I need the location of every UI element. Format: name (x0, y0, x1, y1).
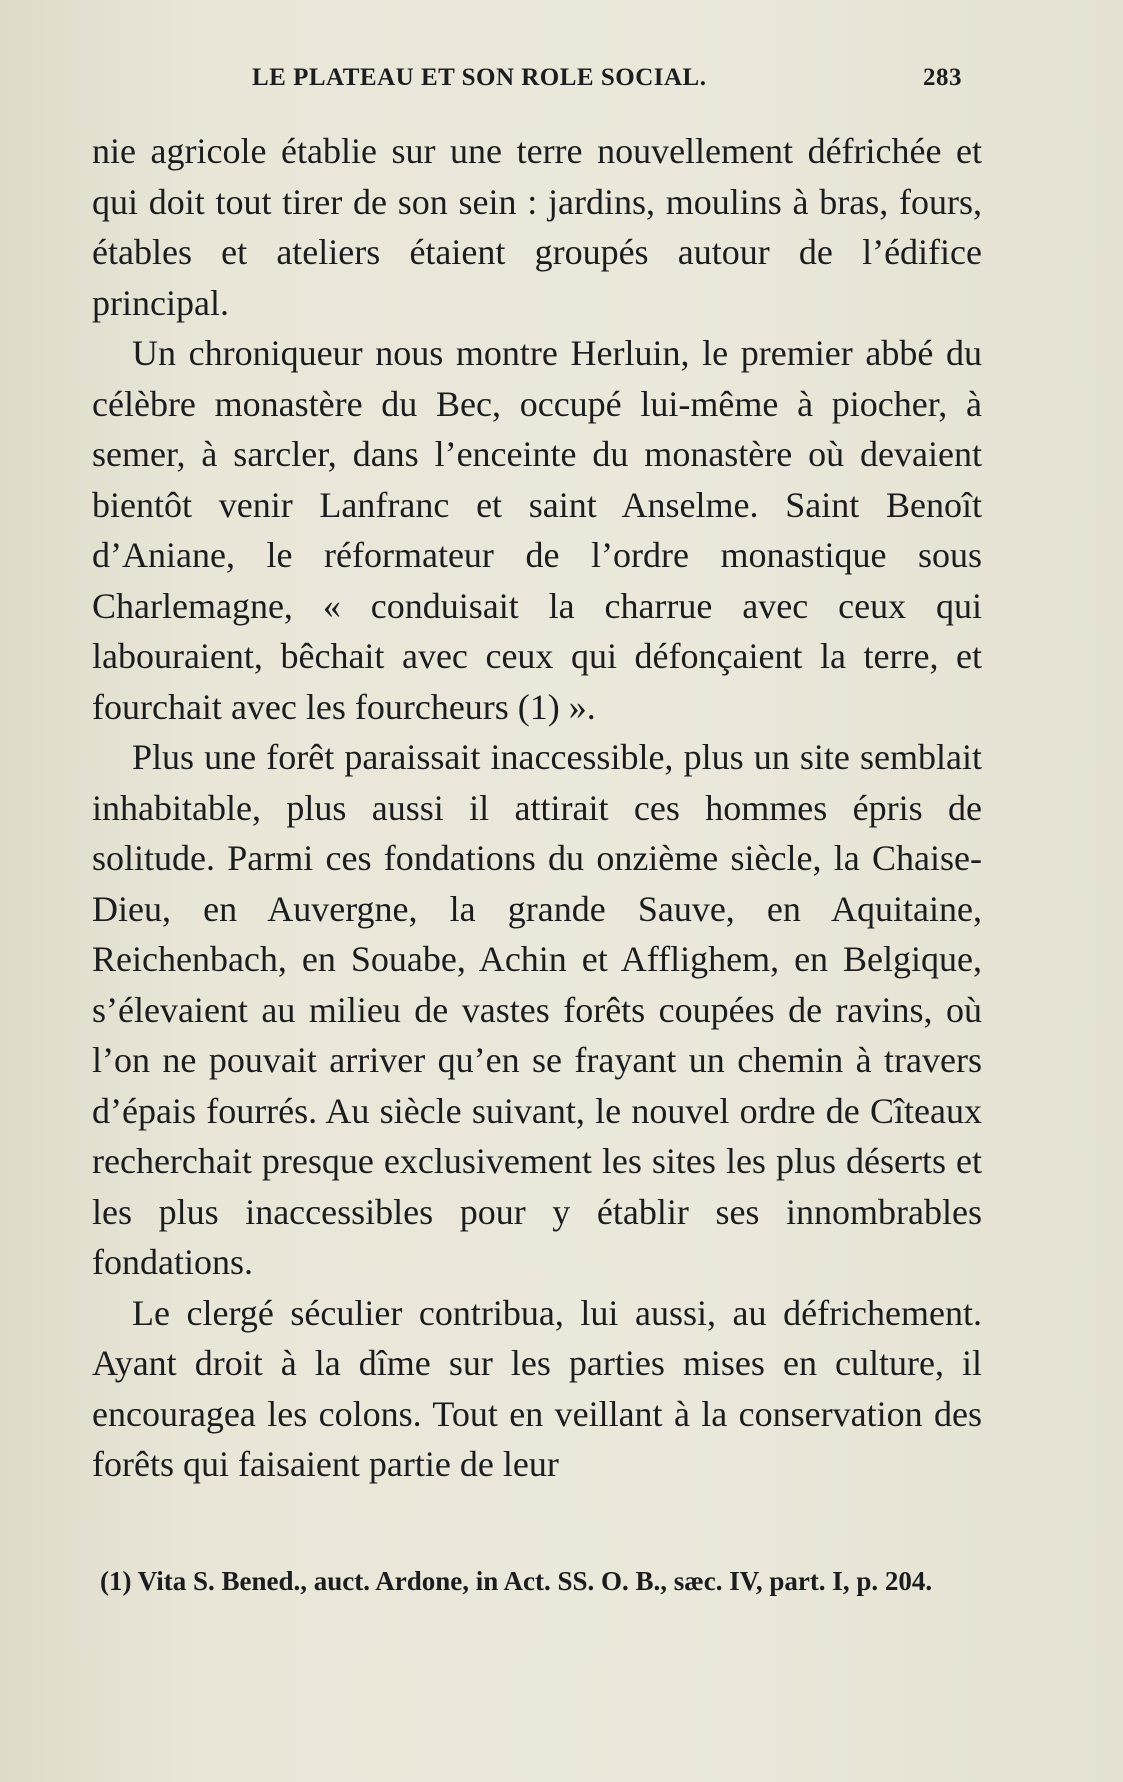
paragraph-1: nie agricole établie sur une terre nouvellement défrichée et qui doit tout tirer de son sein : jardins, moulins à bras, fours, étables et ateliers étaient groupés autour de l’édifice principal. (92, 131, 982, 323)
paragraph-4: Le clergé séculier contribua, lui aussi, au défrichement. Ayant droit à la dîme sur les parties mises en culture, il encouragea les colons. Tout en veillant à la conservation des forêts qui faisaient partie de leur (92, 1292, 982, 1484)
paragraph-3: Plus une forêt paraissait inaccessible, plus un site semblait inhabitable, plus aussi il attirait ces hommes épris de solitude. Parmi ces fondations du onzième siècle, la Chaise-Dieu, en Auvergne, la grande Sauve, en Aquitaine, Reichenbach, en Souabe, Achin et Afflighem, en Belgique, s’élevaient au milieu de vastes forêts coupées de ravins, où l’on ne pouvait arriver qu’en se frayant un chemin à travers d’épais fourrés. Au siècle suivant, le nouvel ordre de Cîteaux recherchait presque exclusivement les sites les plus déserts et les plus inaccessibles pour y établir ses innombrables fondations. (92, 737, 982, 1282)
page-header (92, 58, 962, 98)
page-number: 283 (923, 64, 962, 91)
footnote: (1) Vita S. Bened., auct. Ardone, in Act. SS. O. B., sæc. IV, part. I, p. 204. (100, 1566, 933, 1596)
body-text (92, 126, 982, 1490)
paragraph-2: Un chroniqueur nous montre Herluin, le premier abbé du célèbre monastère du Bec, occupé lui-même à piocher, à semer, à sarcler, dans l’enceinte du monastère où devaient bientôt venir Lanfranc et saint Anselme. Saint Benoît d’Aniane, le réformateur de l’ordre monastique sous Charlemagne, « conduisait la charrue avec ceux qui labouraient, bêchait avec ceux qui défonçaient la terre, et fourchait avec les fourcheurs (1) ». (92, 333, 982, 727)
running-title: LE PLATEAU ET SON ROLE SOCIAL. (252, 64, 707, 91)
